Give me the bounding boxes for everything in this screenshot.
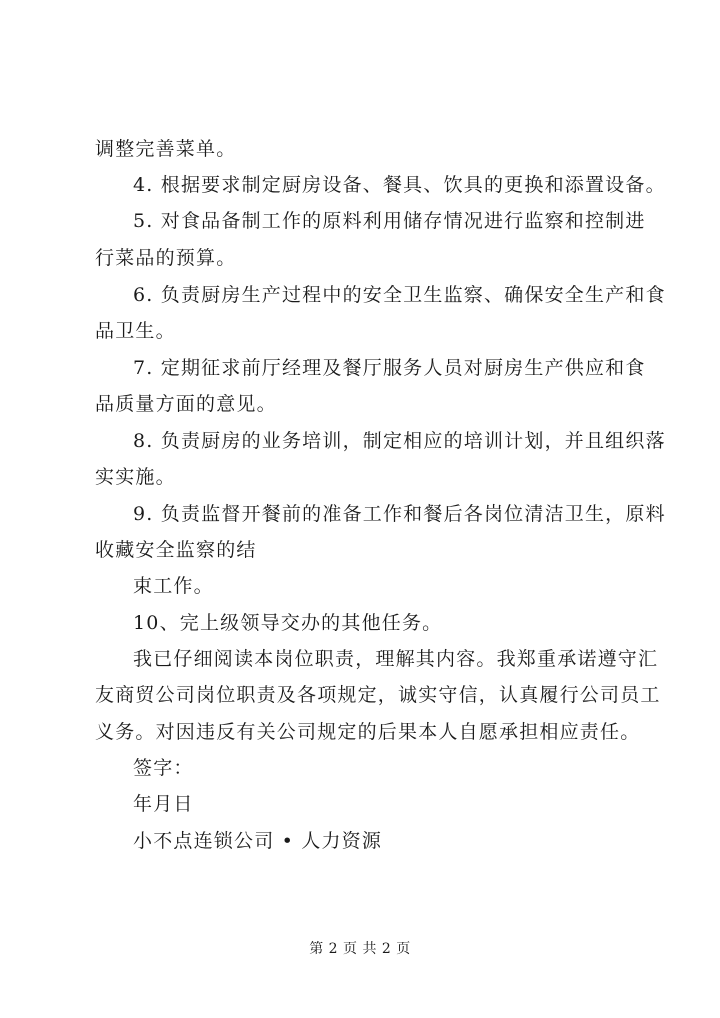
text-line: 7. 定期征求前厅经理及餐厅服务人员对厨房生产供应和食 xyxy=(133,357,646,379)
text-line: 行菜品的预算。 xyxy=(95,247,237,269)
signature-label: 签字： xyxy=(133,757,194,779)
text-line: 实实施。 xyxy=(95,466,176,488)
text-line: 义务。对因违反有关公司规定的后果本人自愿承担相应责任。 xyxy=(95,721,641,743)
company-department: 小不点连锁公司 • 人力资源 xyxy=(133,830,383,852)
page-number-footer: 第 2 页 共 2 页 xyxy=(309,941,411,957)
text-line: 调整完善菜单。 xyxy=(95,138,237,160)
text-line: 4. 根据要求制定厨房设备、餐具、饮具的更换和添置设备。 xyxy=(133,174,666,196)
text-line: 友商贸公司岗位职责及各项规定，诚实守信，认真履行公司员工 xyxy=(95,684,661,706)
text-line: 9. 负责监督开餐前的准备工作和餐后各岗位清洁卫生，原料 xyxy=(133,503,666,525)
text-line: 品卫生。 xyxy=(95,320,176,342)
text-line: 5. 对食品备制工作的原料利用储存情况进行监察和控制进 xyxy=(133,210,646,232)
text-line: 10、完上级领导交办的其他任务。 xyxy=(133,612,443,634)
text-line: 品质量方面的意见。 xyxy=(95,393,277,415)
text-line: 8. 负责厨房的业务培训，制定相应的培训计划，并且组织落 xyxy=(133,430,666,452)
text-line: 收藏安全监察的结 xyxy=(95,539,257,561)
text-line: 6. 负责厨房生产过程中的安全卫生监察、确保安全生产和食 xyxy=(133,284,666,306)
date-label: 年月日 xyxy=(133,793,194,815)
text-line: 束工作。 xyxy=(133,575,214,597)
text-line: 我已仔细阅读本岗位职责，理解其内容。我郑重承诺遵守汇 xyxy=(133,648,659,670)
